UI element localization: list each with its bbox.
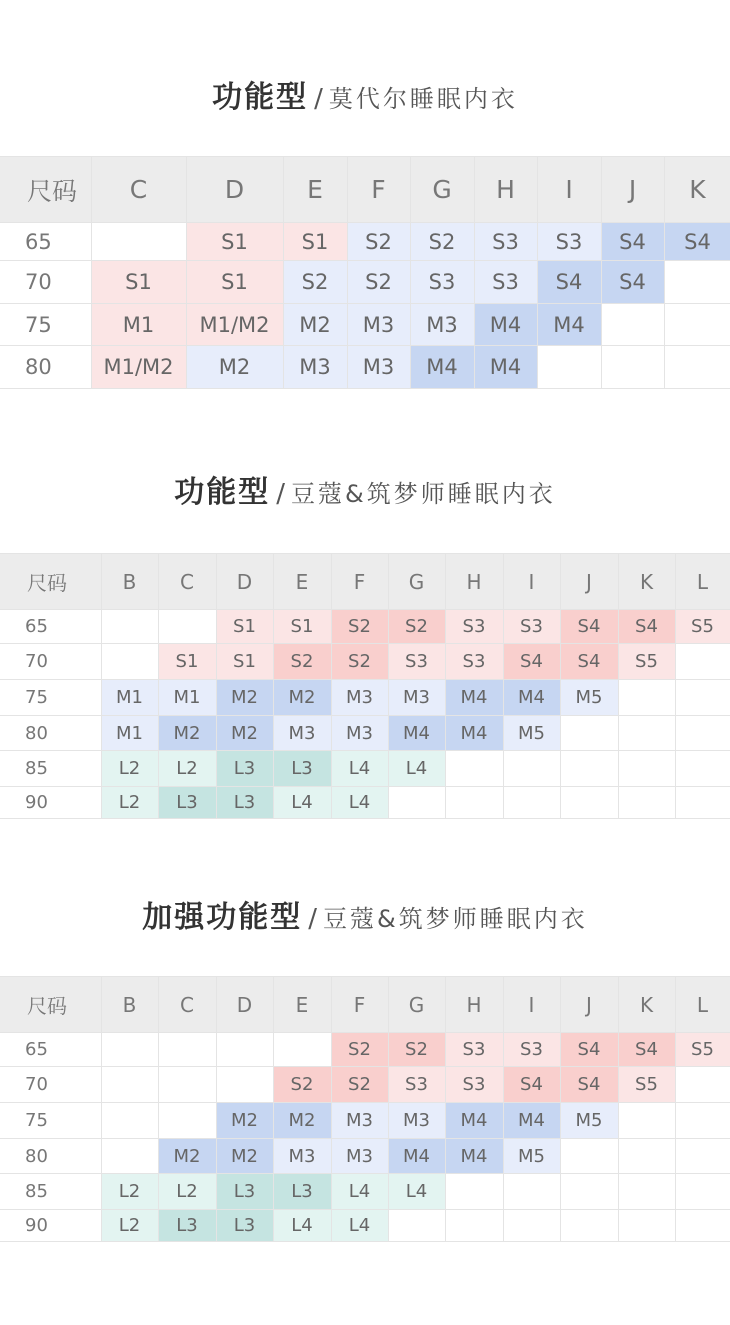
- table-row: [0, 261, 730, 304]
- size-cell: S1: [91, 261, 186, 304]
- table-row: [0, 1210, 730, 1242]
- size-cell: [388, 1210, 445, 1242]
- size-cell: L3: [216, 751, 273, 787]
- size-cell: [560, 787, 618, 819]
- size-cell: L3: [216, 787, 273, 819]
- size-cell: [273, 1033, 331, 1067]
- size-cell: [601, 304, 664, 346]
- size-cell: S2: [410, 223, 474, 261]
- size-cell: [101, 1033, 158, 1067]
- table-row: [0, 346, 730, 389]
- column-header: C: [158, 977, 216, 1033]
- size-cell: S4: [537, 261, 601, 304]
- table-row: [0, 716, 730, 751]
- section-title-main: 功能型: [174, 475, 271, 510]
- size-cell: S2: [388, 1033, 445, 1067]
- section-title-main: 功能型: [212, 80, 309, 115]
- corner-label: 尺码: [0, 977, 101, 1033]
- size-cell: [560, 1210, 618, 1242]
- table-row: [0, 1033, 730, 1067]
- size-cell: M3: [410, 304, 474, 346]
- size-cell: M5: [560, 680, 618, 716]
- size-cell: L3: [216, 1210, 273, 1242]
- column-header: G: [410, 157, 474, 223]
- column-header: I: [503, 977, 560, 1033]
- section-title-sub: 莫代尔睡眠内衣: [328, 85, 518, 113]
- size-cell: M2: [216, 1139, 273, 1174]
- size-cell: [618, 680, 675, 716]
- size-cell: M1/M2: [91, 346, 186, 389]
- size-cell: L2: [158, 751, 216, 787]
- row-label: 85: [0, 1174, 101, 1210]
- size-cell: M3: [331, 680, 388, 716]
- size-cell: M3: [388, 680, 445, 716]
- column-header: G: [388, 554, 445, 610]
- size-cell: [618, 751, 675, 787]
- size-cell: [101, 1067, 158, 1103]
- size-cell: L4: [331, 1210, 388, 1242]
- size-cell: S4: [503, 1067, 560, 1103]
- size-cell: L4: [331, 1174, 388, 1210]
- size-cell: L3: [158, 787, 216, 819]
- size-cell: S3: [537, 223, 601, 261]
- size-cell: S2: [331, 610, 388, 644]
- table-row: [0, 304, 730, 346]
- size-cell: M2: [158, 716, 216, 751]
- size-cell: M4: [474, 304, 537, 346]
- size-cell: [618, 1210, 675, 1242]
- table-row: [0, 1139, 730, 1174]
- size-cell: [503, 1210, 560, 1242]
- size-cell: [560, 751, 618, 787]
- column-header: B: [101, 554, 158, 610]
- size-cell: [503, 751, 560, 787]
- size-cell: M4: [388, 1139, 445, 1174]
- size-cell: M4: [388, 716, 445, 751]
- column-header: E: [283, 157, 347, 223]
- row-label: 75: [0, 680, 101, 716]
- size-cell: M2: [158, 1139, 216, 1174]
- size-cell: [560, 1174, 618, 1210]
- row-label: 75: [0, 1103, 101, 1139]
- size-cell: L4: [331, 751, 388, 787]
- size-cell: S1: [186, 261, 283, 304]
- row-label: 65: [0, 1033, 101, 1067]
- size-cell: [503, 1174, 560, 1210]
- column-header: H: [445, 977, 503, 1033]
- title-separator: /: [314, 84, 323, 114]
- table-row: [0, 787, 730, 819]
- size-cell: L3: [158, 1210, 216, 1242]
- size-cell: S4: [618, 1033, 675, 1067]
- section-2-title: [0, 467, 730, 511]
- size-cell: M2: [216, 1103, 273, 1139]
- size-cell: M1/M2: [186, 304, 283, 346]
- size-cell: [675, 1174, 730, 1210]
- table-row: [0, 610, 730, 644]
- size-cell: S1: [216, 610, 273, 644]
- size-cell: M2: [186, 346, 283, 389]
- section-3-title: [0, 892, 730, 936]
- size-cell: [101, 1103, 158, 1139]
- size-cell: M3: [331, 1139, 388, 1174]
- size-cell: S2: [331, 644, 388, 680]
- section-title-sub: 豆蔻&筑梦师睡眠内衣: [291, 480, 556, 508]
- table-row: [0, 223, 730, 261]
- size-cell: [445, 1210, 503, 1242]
- size-table-enhanced: [0, 976, 730, 1242]
- size-cell: [388, 787, 445, 819]
- size-cell: S2: [388, 610, 445, 644]
- size-cell: [101, 1139, 158, 1174]
- size-cell: [158, 610, 216, 644]
- table-row: [0, 1174, 730, 1210]
- row-label: 65: [0, 223, 91, 261]
- size-cell: S4: [560, 644, 618, 680]
- title-separator: /: [276, 479, 286, 509]
- section-1-title: [0, 72, 730, 116]
- size-cell: [675, 1139, 730, 1174]
- size-cell: [503, 787, 560, 819]
- size-cell: M3: [347, 346, 410, 389]
- size-cell: M3: [331, 716, 388, 751]
- size-cell: M1: [158, 680, 216, 716]
- size-cell: S3: [503, 1033, 560, 1067]
- size-cell: S2: [331, 1067, 388, 1103]
- size-cell: [101, 644, 158, 680]
- size-cell: M4: [503, 1103, 560, 1139]
- size-cell: [158, 1033, 216, 1067]
- column-header: L: [675, 554, 730, 610]
- size-cell: [675, 1103, 730, 1139]
- row-label: 65: [0, 610, 101, 644]
- table-row: [0, 751, 730, 787]
- size-cell: [216, 1067, 273, 1103]
- size-cell: L4: [388, 751, 445, 787]
- size-cell: [158, 1103, 216, 1139]
- size-cell: S1: [273, 610, 331, 644]
- size-cell: L4: [273, 787, 331, 819]
- size-table-doukou: [0, 553, 730, 819]
- table-row: [0, 680, 730, 716]
- size-cell: [158, 1067, 216, 1103]
- size-cell: M3: [347, 304, 410, 346]
- column-header: C: [91, 157, 186, 223]
- corner-label: 尺码: [0, 554, 101, 610]
- size-cell: [445, 751, 503, 787]
- size-cell: M5: [560, 1103, 618, 1139]
- size-cell: S3: [388, 1067, 445, 1103]
- size-cell: M4: [410, 346, 474, 389]
- column-header: H: [474, 157, 537, 223]
- size-cell: S2: [347, 223, 410, 261]
- column-header: L: [675, 977, 730, 1033]
- size-cell: S5: [618, 1067, 675, 1103]
- row-label: 80: [0, 1139, 101, 1174]
- size-cell: S4: [601, 223, 664, 261]
- row-label: 90: [0, 1210, 101, 1242]
- size-cell: [445, 787, 503, 819]
- size-cell: S3: [445, 1067, 503, 1103]
- size-cell: [537, 346, 601, 389]
- size-cell: [445, 1174, 503, 1210]
- size-cell: M1: [101, 716, 158, 751]
- title-separator: /: [308, 904, 318, 934]
- size-cell: M5: [503, 716, 560, 751]
- table-row: [0, 1067, 730, 1103]
- column-header: D: [186, 157, 283, 223]
- size-cell: M4: [474, 346, 537, 389]
- column-header: K: [618, 977, 675, 1033]
- column-header: D: [216, 977, 273, 1033]
- size-cell: M3: [273, 1139, 331, 1174]
- size-cell: S3: [445, 644, 503, 680]
- column-header: C: [158, 554, 216, 610]
- size-cell: M4: [445, 680, 503, 716]
- size-cell: M2: [273, 680, 331, 716]
- size-cell: S3: [445, 610, 503, 644]
- table-row: [0, 644, 730, 680]
- size-cell: M2: [216, 716, 273, 751]
- size-cell: [675, 644, 730, 680]
- row-label: 80: [0, 346, 91, 389]
- size-cell: [675, 787, 730, 819]
- size-cell: [618, 1103, 675, 1139]
- column-header: G: [388, 977, 445, 1033]
- column-header: F: [347, 157, 410, 223]
- size-cell: S2: [347, 261, 410, 304]
- size-cell: [675, 1067, 730, 1103]
- size-cell: S2: [283, 261, 347, 304]
- header-row: [0, 977, 730, 1033]
- size-cell: S4: [560, 1067, 618, 1103]
- size-cell: M4: [445, 1139, 503, 1174]
- size-cell: L3: [216, 1174, 273, 1210]
- corner-label: 尺码: [0, 157, 91, 223]
- size-cell: S4: [560, 610, 618, 644]
- size-cell: S2: [273, 644, 331, 680]
- section-title-main: 加强功能型: [142, 900, 303, 935]
- row-label: 75: [0, 304, 91, 346]
- size-cell: M4: [445, 1103, 503, 1139]
- size-cell: [664, 261, 730, 304]
- section-title-sub: 豆蔻&筑梦师睡眠内衣: [323, 905, 588, 933]
- size-cell: L4: [273, 1210, 331, 1242]
- column-header: F: [331, 977, 388, 1033]
- row-label: 90: [0, 787, 101, 819]
- size-cell: M3: [388, 1103, 445, 1139]
- size-cell: S1: [186, 223, 283, 261]
- column-header: I: [503, 554, 560, 610]
- row-label: 80: [0, 716, 101, 751]
- size-cell: [216, 1033, 273, 1067]
- size-cell: S2: [273, 1067, 331, 1103]
- size-cell: L2: [101, 1210, 158, 1242]
- size-cell: S3: [474, 261, 537, 304]
- size-cell: S1: [283, 223, 347, 261]
- size-cell: L3: [273, 1174, 331, 1210]
- column-header: E: [273, 554, 331, 610]
- size-cell: [618, 1174, 675, 1210]
- size-cell: L4: [331, 787, 388, 819]
- size-cell: M4: [445, 716, 503, 751]
- size-cell: [664, 304, 730, 346]
- column-header: B: [101, 977, 158, 1033]
- size-cell: [675, 751, 730, 787]
- size-cell: [560, 716, 618, 751]
- size-cell: S1: [216, 644, 273, 680]
- size-cell: M3: [273, 716, 331, 751]
- size-cell: M3: [283, 346, 347, 389]
- size-cell: S5: [675, 610, 730, 644]
- size-cell: [618, 1139, 675, 1174]
- size-cell: M4: [503, 680, 560, 716]
- size-cell: L2: [101, 1174, 158, 1210]
- size-cell: L2: [101, 787, 158, 819]
- size-cell: L2: [158, 1174, 216, 1210]
- column-header: K: [618, 554, 675, 610]
- column-header: I: [537, 157, 601, 223]
- row-label: 70: [0, 1067, 101, 1103]
- column-header: K: [664, 157, 730, 223]
- size-cell: [664, 346, 730, 389]
- size-cell: [618, 787, 675, 819]
- size-cell: S4: [618, 610, 675, 644]
- size-cell: [101, 610, 158, 644]
- size-cell: [675, 680, 730, 716]
- column-header: F: [331, 554, 388, 610]
- size-cell: L3: [273, 751, 331, 787]
- size-cell: M2: [216, 680, 273, 716]
- size-cell: S5: [675, 1033, 730, 1067]
- header-row: [0, 554, 730, 610]
- table-row: [0, 1103, 730, 1139]
- size-cell: S1: [158, 644, 216, 680]
- column-header: J: [601, 157, 664, 223]
- column-header: D: [216, 554, 273, 610]
- size-cell: M2: [283, 304, 347, 346]
- size-cell: S4: [503, 644, 560, 680]
- size-cell: [601, 346, 664, 389]
- size-cell: M3: [331, 1103, 388, 1139]
- size-cell: S4: [664, 223, 730, 261]
- column-header: H: [445, 554, 503, 610]
- size-cell: S3: [474, 223, 537, 261]
- size-cell: [675, 1210, 730, 1242]
- size-table-modal: [0, 156, 730, 389]
- size-cell: L4: [388, 1174, 445, 1210]
- row-label: 70: [0, 644, 101, 680]
- row-label: 85: [0, 751, 101, 787]
- size-cell: M1: [91, 304, 186, 346]
- size-cell: S3: [410, 261, 474, 304]
- size-cell: [618, 716, 675, 751]
- size-cell: S4: [601, 261, 664, 304]
- size-cell: [91, 223, 186, 261]
- size-cell: L2: [101, 751, 158, 787]
- size-cell: M2: [273, 1103, 331, 1139]
- row-label: 70: [0, 261, 91, 304]
- size-cell: M1: [101, 680, 158, 716]
- size-cell: S3: [445, 1033, 503, 1067]
- size-cell: S4: [560, 1033, 618, 1067]
- size-cell: [675, 716, 730, 751]
- size-cell: S5: [618, 644, 675, 680]
- size-cell: S3: [503, 610, 560, 644]
- size-cell: S2: [331, 1033, 388, 1067]
- size-cell: M4: [537, 304, 601, 346]
- header-row: [0, 157, 730, 223]
- size-cell: [560, 1139, 618, 1174]
- column-header: J: [560, 554, 618, 610]
- column-header: E: [273, 977, 331, 1033]
- size-cell: S3: [388, 644, 445, 680]
- column-header: J: [560, 977, 618, 1033]
- size-cell: M5: [503, 1139, 560, 1174]
